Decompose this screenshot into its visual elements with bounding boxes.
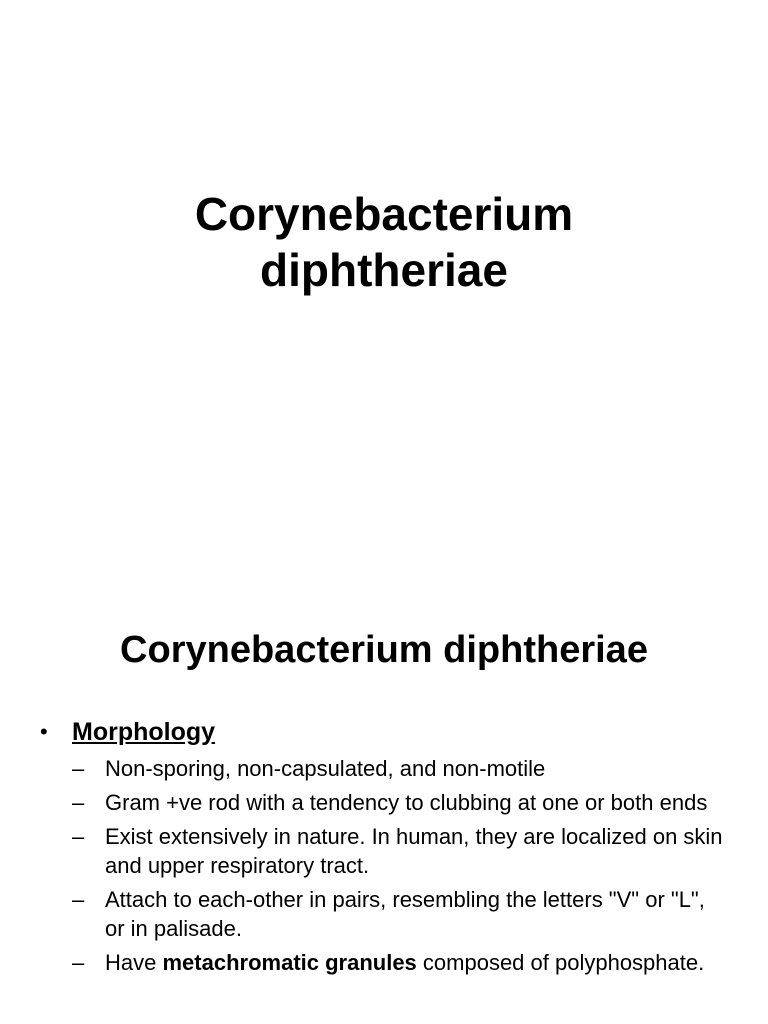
- dash-marker: –: [72, 824, 85, 849]
- sub-bullet-text: Gram +ve rod with a tendency to clubbing at one or both ends: [105, 790, 708, 815]
- slide-2: [0, 576, 768, 1024]
- dash-marker: –: [72, 887, 85, 912]
- sub-bullet-item: [72, 788, 730, 817]
- slide-1-title: [0, 186, 768, 298]
- slide-1-title-line-1: Corynebacterium: [194, 188, 574, 240]
- sub-bullet-text: Non-sporing, non-capsulated, and non-motile: [105, 756, 546, 781]
- sub-bullet-text: Exist extensively in nature. In human, they are localized on skin and upper respiratory tract.: [105, 824, 723, 878]
- bullet-morphology: [40, 714, 730, 977]
- sub-bullet-item: [72, 885, 730, 943]
- sub-bullet-item: [72, 948, 730, 977]
- dash-marker: –: [72, 790, 85, 815]
- bullet-list: [40, 714, 730, 982]
- slide-2-title: Corynebacterium diphtheriae: [120, 629, 648, 671]
- sub-bullet-text-suffix: composed of polyphosphate.: [416, 950, 705, 975]
- sub-bullet-list: [72, 754, 730, 977]
- dash-marker: –: [72, 950, 85, 975]
- sub-bullet-text-bold: metachromatic granules: [162, 950, 417, 975]
- slide-1-title-line-2: diphtheriae: [260, 244, 508, 296]
- sub-bullet-item: [72, 754, 730, 783]
- sub-bullet-item: [72, 822, 730, 880]
- bullet-heading: Morphology: [72, 718, 216, 746]
- dash-marker: –: [72, 756, 85, 781]
- bullet-marker: •: [40, 719, 48, 744]
- sub-bullet-text-prefix: Have: [105, 950, 163, 975]
- sub-bullet-text: Attach to each-other in pairs, resembling the letters "V" or "L", or in palisade.: [105, 887, 705, 941]
